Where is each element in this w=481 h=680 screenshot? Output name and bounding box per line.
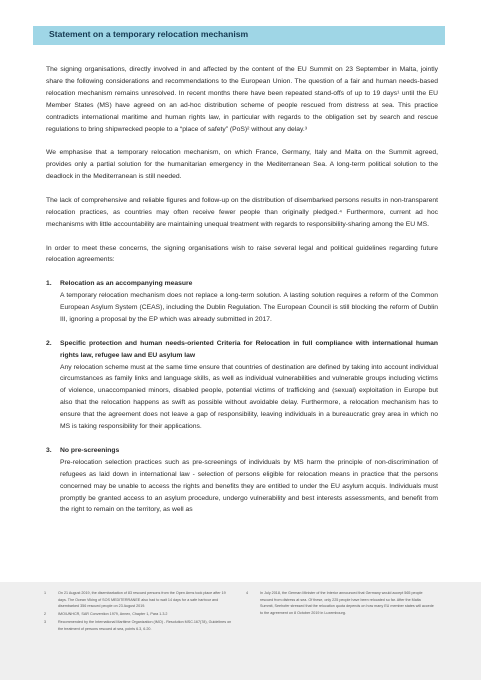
paragraph: The signing organisations, directly involved in and affected by the content of the EU Summit on 23 September in Malta, jointly share the following considerations and recommendations to the European Union. The question of a fair and human needs-based relocation mechanism remains unresolved. In recent months there have been repeated stand-offs of up to 19 days¹ until the EU Member States (MS) have agreed on an ad-hoc distribution scheme of people rescued from distress at sea. This practice contradicts international maritime and human rights law, in particular with regards to the obligation set by search and rescue regulations to bring shipwrecked people to a “place of safety” (PoS)² without any delay.³	[46, 66, 438, 133]
list-item-text: Any relocation scheme must at the same time ensure that countries of destination are defined by taking into account individual circumstances as family links and language skills, as well as individual vulnerabilities and vulnerable groups including victims of violence, unaccompanied minors, disabled people, potential victims of trafficking and (sexual) exploitation in Europe but also that the relocation happens as swift as possible without avoidable delay. Furthermore, a relocation mechanism has to ensure that the agreement does not leave a gap of responsibility, leaving individuals in a bureaucratic grey area in which no MS is taking responsibility for their applications.	[60, 363, 438, 431]
paragraph: We emphasise that a temporary relocation mechanism, on which France, Germany, Italy and Malta on the Summit agreed, provides only a partial solution for the humanitarian emergency in the Mediterranean Sea. A long-term political solution to the deadlock in the Mediterranean is still needed.	[46, 149, 438, 181]
list-item-number: 3.	[46, 446, 52, 454]
list-item	[46, 338, 438, 433]
section-title-banner	[33, 26, 445, 45]
list-item	[46, 445, 438, 516]
list-item-heading: No pre-screenings	[60, 446, 120, 454]
footnote-number: 3	[44, 619, 47, 624]
list-item-text: Pre-relocation selection practices such as pre-screenings of individuals by MS harm the principle of non-discrimination of refugees as laid down in international law - selection of persons eligible for relocation means in practice that the persons concerned may be unable to access the rights and benefits they are entitled to under the EU asylum acquis. Individuals must promptly be granted access to an asylum procedure, undergo vulnerability and best interests assessments, and benefit from the right to remain on the territory, as well as	[60, 458, 438, 514]
footnote-number: 1	[44, 591, 47, 595]
paragraph: In order to meet these concerns, the signing organisations wish to raise several legal and political guidelines regarding future relocation agreements:	[46, 244, 438, 264]
footnote-text: Recommended by the International Maritime Organization (IMO) - Resolution MSC.167(78), Guidelines on the treatment of persons rescued at sea, points 6.3, 6.20.	[58, 619, 232, 631]
list-item	[46, 278, 438, 326]
main-content	[46, 64, 438, 528]
footnote	[246, 590, 434, 617]
footnotes-column-left	[44, 590, 232, 633]
footnote-text: On 21 August 2019, the disembarkation of 83 rescued persons from the Open Arms took place after 19 days. The Ocean Viking of SOS MEDITERRANEE also had to wait 14 days for a safe harbour and disembarked 356 rescued people on 23 August 2019.	[58, 591, 226, 609]
footnote-number: 4	[246, 591, 249, 595]
list-item-heading: Relocation as an accompanying measure	[60, 280, 193, 288]
footnote	[44, 611, 232, 618]
footnote-number: 2	[44, 612, 47, 617]
list-item-text: A temporary relocation mechanism does not replace a long-term solution. A lasting solution requires a reform of the Common European Asylum System (CEAS), including the Dublin Regulation. The European Council is still blocking the reform of Dublin III, ignoring a proposal by the EP which was already submitted in 2017.	[60, 292, 438, 323]
section-title: Statement on a temporary relocation mechanism	[49, 29, 249, 39]
footnote	[44, 619, 232, 632]
list-item-heading: Specific protection and human needs-oriented Criteria for Relocation in full compliance with international human rights law, refugee law and EU asylum law	[60, 339, 438, 359]
footnotes-column-right	[246, 590, 434, 618]
list-item-number: 1.	[46, 280, 52, 288]
footnote-text: IMO/UNHCR, SAR Convention 1979, Annex, Chapter 1, Para 1.3.2	[58, 612, 168, 617]
guidelines-list	[46, 278, 438, 516]
list-item-number: 2.	[46, 339, 52, 347]
paragraph: The lack of comprehensive and reliable figures and follow-up on the distribution of disembarked persons results in non-transparent relocation practices, as countries may often receive fewer people than originally pledged.⁴ Furthermore, current ad hoc mechanisms with little accountability are maintaining unequal treatment with regards to responsibility-sharing among the EU MS.	[46, 196, 438, 228]
footnote-text: In July 2018, the German Minister of the Interior announced that Germany would accept 565 people rescued from distress at sea. Of these, only 225 people have been relocated so far. After the Malta Summit, Seehofer stressed that the relocation quota depends on how many EU member states will accede to the agreement on 8 October 2019 in Luxembourg.	[260, 591, 434, 616]
footnote	[44, 590, 232, 610]
footnotes-area	[0, 582, 481, 680]
